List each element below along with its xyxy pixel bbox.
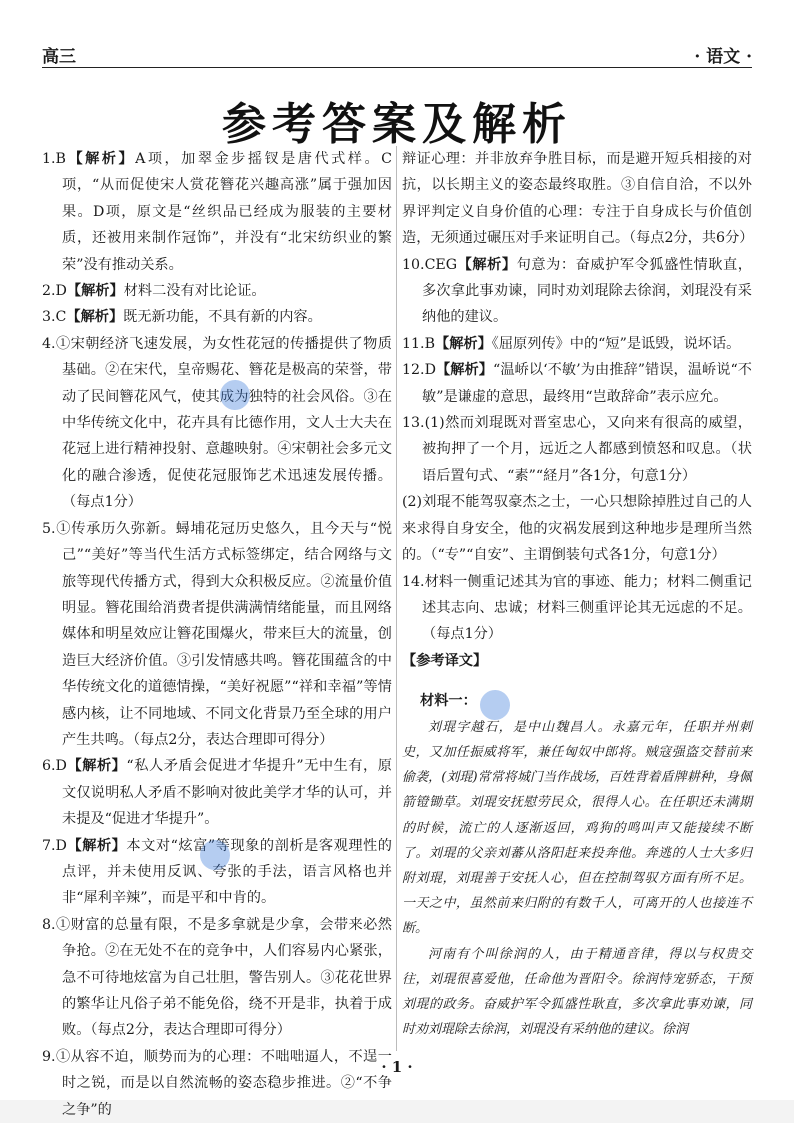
answer-item [402, 331, 752, 357]
analysis-tag: 【解析】 [66, 283, 124, 300]
answer-number: 13. [402, 415, 425, 432]
grade-label: 高三 [42, 47, 76, 67]
column-divider [396, 146, 397, 1051]
answer-text: (2)刘琨不能驾驭豪杰之士，一心只想除掉胜过自己的人来求得自身安全，他的灾祸发展到这种地步是理所当然的。（“专”“自安”、主谓倒装句式各1分，句意1分） [402, 494, 752, 564]
answer-number: 4. [42, 335, 56, 352]
answer-text: ①传承历久弥新。蟳埔花冠历史悠久，且今天与“悦己”“美好”等当代生活方式标签绑定，结合网络与文旅等现代传播方式，得到大众积极反应。②流量价值明显。簪花围给消费者提供满满情绪能量，而且网络媒体和明星效应让簪花围爆火，带来巨大的流量，创造巨大经济价值。③引发情感共鸣。簪花围蕴含的中华传统文化的道德情操，“美好祝愿”“祥和幸福”等情感内核，让不同地域、不同文化背景乃至全球的用户产生共鸣。（每点2分，表达合理即可得分） [55, 520, 392, 748]
answer-text: ①从容不迫，顺势而为的心理：不咄咄逼人，不逞一时之锐，而是以自然流畅的姿态稳步推进。②“不争之争”的 [55, 1048, 392, 1118]
answer-item [42, 146, 392, 278]
analysis-tag: 【解析】 [435, 362, 494, 379]
translation-paragraph-1: 刘琨字越石，是中山魏昌人。永嘉元年，任职并州刺史，又加任振威将军，兼任匈奴中郎将。贼寇强盗交替前来偷袭，(刘琨)常常将城门当作战场，百姓背着盾牌耕种，身佩箭镫锄草。刘琨安抚慰劳民众，很得人心。在任职还未满期的时候，流亡的人逐渐返回，鸡狗的鸣叫声又能接续不断了。刘琨的父亲刘蕃从洛阳赶来投奔他。奔逃的人士大多归附刘琨，刘琨善于安抚人心，但在控制驾驭方面有所不足。一天之中，虽然前来归附的有数千人，可离开的人也接连不断。 [402, 719, 752, 937]
answer-number: 12.D [402, 362, 436, 379]
page-number: · 1 · [381, 1058, 413, 1076]
answer-text: A项，加翠金步摇钗是唐代式样。C项，“从而促使宋人赏花簪花兴趣高涨”属于强加因果。D项，原文是“丝织品已经成为服装的主要材质，还被用来制作冠饰”，并没有“北宋纺织业的繁荣”没有推动关系。 [62, 151, 392, 273]
answer-text: 既无新功能，不具有新的内容。 [123, 309, 322, 326]
answer-number: 7.D [42, 837, 67, 854]
answer-text: 《屈原列传》中的“短”是诋毁，说坏话。 [491, 335, 741, 352]
answer-text: ①财富的总量有限，不是多拿就是少拿，会带来必然争抢。②在无处不在的竞争中，人们容易内心紧张，急不可待地炫富为自己壮胆，警告别人。③花花世界的繁华让凡俗子弟不能免俗，绕不开是非，执着于成败。（每点2分，表达合理即可得分） [55, 916, 392, 1039]
answer-item [402, 146, 752, 252]
answer-item [42, 278, 392, 304]
page-title: 参考答案及解析 [222, 99, 572, 150]
answer-number: 1.B [42, 151, 66, 167]
answer-text: 材料一侧重记述其为官的事迹、能力；材料二侧重记述其志向、忠诚；材料三侧重评论其无远虑的不足。（每点1分） [422, 573, 752, 643]
right-answers [402, 146, 752, 648]
answer-item [42, 331, 392, 516]
answer-text: ①宋朝经济飞速发展，为女性花冠的传播提供了物质基础。②在宋代，皇帝赐花、簪花是极高的荣誉，带动了民间簪花风气，使其成为独特的社会风俗。③在中华传统文化中，花卉具有比德作用，文人士大夫在花冠上进行精神投射、意趣映射。④宋朝社会多元文化的融合渗透，促使花冠服饰艺术迅速发展传播。（每点1分） [55, 335, 392, 511]
analysis-tag: 【解析】 [66, 837, 127, 854]
answer-item [402, 357, 752, 410]
analysis-tag: 【解析】 [457, 256, 517, 273]
answer-item [402, 569, 752, 648]
page-header [42, 38, 752, 68]
analysis-tag: 【解析】 [66, 309, 124, 326]
answer-item [42, 1044, 392, 1123]
answer-item [42, 304, 392, 330]
answer-text: 辩证心理：并非放弃争胜目标，而是避开短兵相接的对抗，以长期主义的姿态最终取胜。③自信自洽，不以外界评判定义自身价值的心理：专注于自身成长与价值创造，无须通过碾压对手来证明自己。（每点2分，共6分） [402, 151, 754, 247]
translation-subheading: 材料一： [420, 693, 477, 710]
answer-text: “温峤以‘不敏’为由推辞”错误，温峤说“不敏”是谦虚的意思，最终用“岂敢辞命”表示应允。 [422, 362, 752, 405]
answer-number: 10.CEG [402, 256, 458, 273]
left-column [42, 146, 392, 1123]
answer-item [402, 252, 752, 331]
answer-item [402, 489, 752, 568]
header-rule [42, 67, 752, 68]
answer-text: “私人矛盾会促进才华提升”无中生有，原文仅说明私人矛盾不影响对彼此美学才华的认可，并未提及“促进才华提升”。 [62, 758, 392, 828]
answer-number: 8. [42, 916, 56, 933]
analysis-tag: 【解析】 [65, 151, 136, 167]
analysis-tag: 【解析】 [66, 758, 127, 775]
analysis-tag: 【解析】 [435, 335, 492, 352]
translation-heading: 【参考译文】 [402, 652, 488, 669]
answer-number: 3.C [42, 309, 67, 326]
answer-text: 本文对“炫富”等现象的剖析是客观理性的点评，并未使用反讽、夸张的手法，语言风格也并非“犀利辛辣”，而是平和中肯的。 [62, 837, 392, 907]
answer-number: 2.D [42, 283, 67, 300]
answer-number: 5. [42, 520, 56, 537]
answer-item [402, 410, 752, 489]
answer-number: 9. [42, 1048, 56, 1065]
answer-item [42, 516, 392, 754]
answer-text: 材料二没有对比论证。 [123, 283, 266, 300]
answer-number: 6.D [42, 758, 67, 775]
answer-text: 句意为：奋威护军令狐盛性情耿直，多次拿此事劝谏，同时劝刘琨除去徐润，刘琨没有采纳他的建议。 [422, 256, 752, 326]
answer-number: 14. [402, 573, 425, 590]
answer-item [42, 753, 392, 832]
answer-item [42, 912, 392, 1044]
subject-label: · 语文 · [694, 47, 752, 67]
translation-paragraph-2: 河南有个叫徐润的人，由于精通音律，得以与权贵交往，刘琨很喜爱他，任命他为晋阳令。徐润恃宠骄态，干预刘琨的政务。奋威护军令狐盛性耿直，多次拿此事劝谏，同时劝刘琨除去徐润，刘琨没有采纳他的建议。徐润 [402, 946, 752, 1038]
answer-text: (1)然而刘琨既对晋室忠心，又向来有很高的威望，被拘押了一个月，远近之人都感到愤怒和叹息。（状语后置句式、“素”“経月”各1分，句意1分） [422, 415, 752, 484]
right-column [402, 146, 752, 1042]
answer-item [42, 833, 392, 912]
answer-number: 11.B [402, 335, 435, 352]
